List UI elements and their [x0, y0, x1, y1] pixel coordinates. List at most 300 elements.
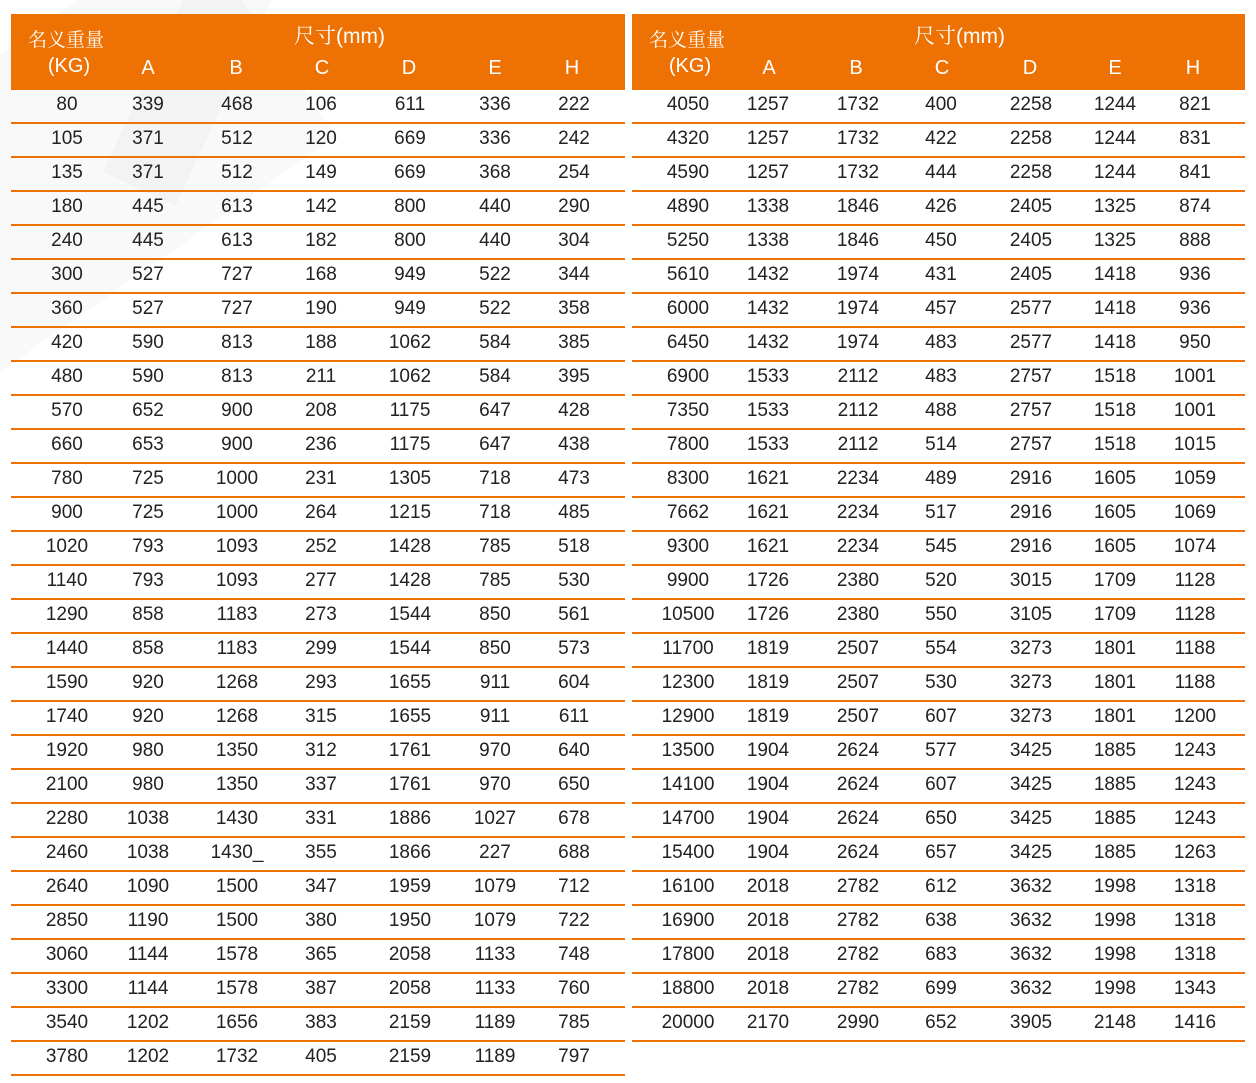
cell-d: 1428	[388, 570, 432, 591]
cell-weight: 480	[51, 366, 83, 387]
cell-c: 331	[305, 808, 337, 829]
cell-b: 613	[221, 230, 253, 251]
table-row	[632, 906, 1245, 940]
cell-c: 380	[305, 910, 337, 931]
cell-weight: 135	[51, 162, 83, 183]
cell-b: 2782	[836, 876, 880, 897]
cell-b: 2112	[837, 400, 879, 421]
table-row	[11, 634, 625, 668]
cell-c: 431	[925, 264, 957, 285]
cell-e: 1079	[473, 876, 517, 897]
cell-b: 1350	[215, 740, 259, 761]
cell-d: 2577	[1009, 298, 1053, 319]
cell-c: 264	[305, 502, 337, 523]
cell-e: 718	[479, 502, 511, 523]
cell-h: 304	[558, 230, 590, 251]
cell-c: 312	[305, 740, 337, 761]
table-row	[632, 838, 1245, 872]
cell-b: 613	[221, 196, 253, 217]
table-row	[11, 532, 625, 566]
cell-weight: 20000	[661, 1012, 715, 1033]
cell-h: 1188	[1174, 672, 1216, 693]
table-row	[11, 566, 625, 600]
cell-c: 188	[305, 332, 337, 353]
cell-weight: 420	[51, 332, 83, 353]
cell-weight: 5610	[666, 264, 710, 285]
cell-b: 1000	[215, 502, 259, 523]
cell-c: 554	[925, 638, 957, 659]
cell-c: 545	[925, 536, 957, 557]
cell-h: 1318	[1173, 910, 1217, 931]
cell-d: 1062	[388, 332, 432, 353]
cell-c: 457	[925, 298, 957, 319]
cell-c: 387	[305, 978, 337, 999]
cell-e: 970	[479, 740, 511, 761]
table-row	[632, 260, 1245, 294]
cell-b: 2624	[836, 740, 880, 761]
cell-a: 590	[132, 332, 164, 353]
cell-d: 2916	[1009, 502, 1053, 523]
table-row	[632, 294, 1245, 328]
cell-weight: 6900	[666, 366, 710, 387]
cell-a: 445	[132, 230, 164, 251]
cell-b: 2624	[836, 808, 880, 829]
cell-c: 488	[925, 400, 957, 421]
cell-weight: 4890	[666, 196, 710, 217]
table-body	[11, 90, 625, 1076]
cell-c: 383	[305, 1012, 337, 1033]
table-row	[632, 940, 1245, 974]
table-row	[632, 226, 1245, 260]
cell-h: 561	[558, 604, 590, 625]
cell-a: 1257	[746, 94, 790, 115]
cell-d: 2159	[388, 1012, 432, 1033]
cell-b: 1430	[215, 808, 259, 829]
cell-e: 970	[479, 774, 511, 795]
cell-weight: 7662	[666, 502, 710, 523]
cell-e: 368	[479, 162, 511, 183]
cell-e: 440	[479, 196, 511, 217]
cell-d: 1428	[388, 536, 432, 557]
cell-h: 950	[1179, 332, 1211, 353]
cell-e: 336	[479, 128, 511, 149]
cell-e: 1885	[1093, 774, 1137, 795]
cell-d: 1215	[388, 502, 432, 523]
cell-d: 800	[394, 230, 426, 251]
table-row	[11, 906, 625, 940]
cell-b: 1974	[836, 264, 880, 285]
cell-a: 527	[132, 298, 164, 319]
cell-d: 611	[394, 94, 426, 115]
table-row	[632, 464, 1245, 498]
cell-e: 522	[479, 264, 511, 285]
cell-a: 1533	[746, 400, 790, 421]
cell-c: 638	[925, 910, 957, 931]
cell-d: 1761	[388, 740, 432, 761]
cell-c: 514	[925, 434, 957, 455]
cell-e: 1518	[1093, 366, 1137, 387]
table-row	[632, 634, 1245, 668]
cell-weight: 2460	[45, 842, 89, 863]
cell-e: 227	[479, 842, 511, 863]
table-row	[11, 192, 625, 226]
cell-weight: 660	[51, 434, 83, 455]
cell-d: 2757	[1009, 434, 1053, 455]
column-header-h: H	[1185, 57, 1201, 79]
table-row	[632, 532, 1245, 566]
cell-h: 1243	[1173, 808, 1217, 829]
cell-d: 1866	[388, 842, 432, 863]
cell-d: 2916	[1009, 468, 1053, 489]
cell-b: 2380	[836, 570, 880, 591]
table-row	[11, 838, 625, 872]
cell-h: 1128	[1174, 570, 1216, 591]
cell-weight: 240	[51, 230, 83, 251]
cell-c: 450	[925, 230, 957, 251]
cell-d: 1062	[388, 366, 432, 387]
cell-b: 1656	[215, 1012, 259, 1033]
cell-h: 254	[558, 162, 590, 183]
cell-b: 1093	[215, 570, 259, 591]
table-row	[11, 328, 625, 362]
cell-h: 1318	[1173, 876, 1217, 897]
table-row	[632, 158, 1245, 192]
cell-weight: 105	[51, 128, 83, 149]
weight-header-label: 名义重量	[28, 30, 105, 51]
cell-a: 1533	[746, 434, 790, 455]
cell-h: 936	[1179, 264, 1211, 285]
cell-a: 1257	[746, 162, 790, 183]
cell-h: 1343	[1173, 978, 1217, 999]
cell-h: 712	[558, 876, 590, 897]
cell-h: 604	[558, 672, 590, 693]
cell-c: 483	[925, 332, 957, 353]
table-body	[632, 90, 1245, 1042]
cell-a: 1726	[746, 604, 790, 625]
cell-weight: 3780	[45, 1046, 89, 1067]
cell-d: 949	[394, 298, 426, 319]
table-row	[632, 124, 1245, 158]
cell-e: 1605	[1093, 502, 1137, 523]
cell-c: 550	[925, 604, 957, 625]
cell-c: 142	[305, 196, 337, 217]
cell-a: 2018	[746, 978, 790, 999]
size-header-label: 尺寸(mm)	[294, 25, 385, 48]
cell-d: 1544	[388, 638, 432, 659]
cell-weight: 300	[51, 264, 83, 285]
cell-h: 1243	[1173, 740, 1217, 761]
cell-c: 120	[305, 128, 337, 149]
table-row	[632, 600, 1245, 634]
cell-e: 647	[479, 434, 511, 455]
table-row	[632, 362, 1245, 396]
cell-weight: 1920	[45, 740, 89, 761]
cell-e: 1801	[1093, 706, 1137, 727]
cell-b: 1268	[215, 672, 259, 693]
cell-c: 168	[305, 264, 337, 285]
cell-b: 1732	[836, 162, 880, 183]
cell-e: 1605	[1093, 468, 1137, 489]
cell-c: 365	[305, 944, 337, 965]
cell-h: 1015	[1173, 434, 1217, 455]
left-spec-table	[11, 14, 625, 1076]
cell-a: 653	[132, 434, 164, 455]
cell-d: 2405	[1009, 264, 1053, 285]
cell-weight: 180	[51, 196, 83, 217]
cell-d: 949	[394, 264, 426, 285]
cell-h: 678	[558, 808, 590, 829]
cell-b: 900	[221, 434, 253, 455]
cell-d: 2577	[1009, 332, 1053, 353]
cell-a: 339	[132, 94, 164, 115]
cell-a: 725	[132, 502, 164, 523]
column-header-a: A	[762, 57, 776, 79]
cell-c: 182	[305, 230, 337, 251]
table-header	[11, 14, 625, 90]
cell-h: 1200	[1173, 706, 1217, 727]
cell-e: 1998	[1093, 910, 1137, 931]
cell-a: 1144	[127, 944, 169, 965]
cell-c: 405	[305, 1046, 337, 1067]
cell-h: 242	[558, 128, 590, 149]
cell-weight: 1590	[45, 672, 89, 693]
table-row	[11, 90, 625, 124]
cell-b: 2782	[836, 978, 880, 999]
table-row	[11, 158, 625, 192]
cell-e: 1133	[474, 944, 516, 965]
table-row	[11, 1042, 625, 1076]
cell-a: 920	[132, 672, 164, 693]
cell-b: 2507	[836, 638, 880, 659]
cell-b: 2380	[836, 604, 880, 625]
cell-c: 444	[925, 162, 957, 183]
cell-d: 1655	[388, 706, 432, 727]
cell-weight: 12900	[661, 706, 715, 727]
weight-header-label: 名义重量	[649, 30, 726, 51]
cell-a: 2018	[746, 910, 790, 931]
cell-a: 2018	[746, 944, 790, 965]
cell-h: 640	[558, 740, 590, 761]
cell-b: 2507	[836, 706, 880, 727]
cell-h: 936	[1179, 298, 1211, 319]
cell-c: 607	[925, 706, 957, 727]
cell-a: 527	[132, 264, 164, 285]
cell-h: 1318	[1173, 944, 1217, 965]
cell-a: 1257	[746, 128, 790, 149]
cell-d: 3632	[1009, 910, 1053, 931]
cell-weight: 1440	[45, 638, 89, 659]
cell-h: 358	[558, 298, 590, 319]
cell-b: 1732	[215, 1046, 259, 1067]
cell-c: 273	[305, 604, 337, 625]
table-row	[11, 1008, 625, 1042]
cell-d: 2258	[1009, 94, 1053, 115]
table-header	[632, 14, 1245, 90]
cell-a: 1090	[126, 876, 170, 897]
cell-d: 2405	[1009, 230, 1053, 251]
cell-h: 688	[558, 842, 590, 863]
cell-weight: 2850	[45, 910, 89, 931]
cell-b: 1846	[836, 230, 880, 251]
cell-e: 718	[479, 468, 511, 489]
cell-weight: 1290	[45, 604, 89, 625]
cell-d: 3105	[1009, 604, 1053, 625]
cell-b: 1732	[836, 94, 880, 115]
cell-e: 1998	[1093, 876, 1137, 897]
column-header-d: D	[1022, 57, 1038, 79]
table-row	[11, 226, 625, 260]
cell-weight: 6000	[666, 298, 710, 319]
cell-a: 1904	[746, 740, 790, 761]
cell-e: 1418	[1093, 298, 1137, 319]
column-header-e: E	[1108, 57, 1122, 79]
table-row	[11, 600, 625, 634]
column-header-c: C	[934, 57, 950, 79]
cell-a: 590	[132, 366, 164, 387]
column-header-a: A	[141, 57, 155, 79]
cell-weight: 14100	[661, 774, 715, 795]
cell-a: 1190	[127, 910, 169, 931]
cell-d: 800	[394, 196, 426, 217]
cell-a: 1038	[126, 808, 170, 829]
cell-h: 1416	[1173, 1012, 1217, 1033]
cell-b: 1500	[215, 910, 259, 931]
cell-h: 1069	[1173, 502, 1217, 523]
cell-a: 1338	[746, 230, 790, 251]
table-row	[11, 804, 625, 838]
cell-e: 1885	[1093, 740, 1137, 761]
cell-e: 1418	[1093, 332, 1137, 353]
cell-b: 1846	[836, 196, 880, 217]
cell-h: 785	[558, 1012, 590, 1033]
cell-weight: 11700	[662, 638, 714, 659]
cell-h: 530	[558, 570, 590, 591]
cell-h: 748	[558, 944, 590, 965]
cell-h: 1243	[1173, 774, 1217, 795]
cell-a: 920	[132, 706, 164, 727]
cell-b: 1000	[215, 468, 259, 489]
cell-b: 813	[221, 332, 253, 353]
cell-b: 1183	[216, 604, 258, 625]
table-row	[11, 668, 625, 702]
cell-b: 727	[221, 298, 253, 319]
cell-a: 1621	[746, 502, 790, 523]
cell-c: 483	[925, 366, 957, 387]
cell-c: 607	[925, 774, 957, 795]
cell-weight: 7350	[666, 400, 710, 421]
cell-b: 2990	[836, 1012, 880, 1033]
cell-e: 1189	[474, 1046, 516, 1067]
column-header-d: D	[401, 57, 417, 79]
cell-e: 1418	[1093, 264, 1137, 285]
cell-e: 1998	[1093, 978, 1137, 999]
cell-d: 1544	[388, 604, 432, 625]
cell-e: 785	[479, 536, 511, 557]
cell-weight: 8300	[666, 468, 710, 489]
cell-b: 2234	[836, 502, 880, 523]
column-header-b: B	[849, 57, 863, 79]
cell-d: 2405	[1009, 196, 1053, 217]
cell-d: 3425	[1009, 842, 1053, 863]
cell-d: 1950	[388, 910, 432, 931]
cell-a: 793	[132, 570, 164, 591]
cell-e: 1518	[1093, 434, 1137, 455]
cell-weight: 2640	[45, 876, 89, 897]
cell-weight: 17800	[661, 944, 715, 965]
cell-c: 293	[305, 672, 337, 693]
cell-d: 2757	[1009, 400, 1053, 421]
cell-e: 522	[479, 298, 511, 319]
table-row	[11, 294, 625, 328]
cell-weight: 12300	[661, 672, 715, 693]
cell-c: 612	[925, 876, 957, 897]
cell-h: 222	[558, 94, 590, 115]
cell-a: 1819	[746, 672, 790, 693]
cell-c: 149	[305, 162, 337, 183]
cell-b: 2112	[837, 434, 879, 455]
cell-weight: 2100	[45, 774, 89, 795]
cell-d: 1761	[388, 774, 432, 795]
cell-weight: 3060	[45, 944, 89, 965]
cell-c: 400	[925, 94, 957, 115]
cell-weight: 4050	[666, 94, 710, 115]
cell-e: 1244	[1093, 128, 1137, 149]
cell-e: 785	[479, 570, 511, 591]
cell-h: 797	[558, 1046, 590, 1067]
cell-c: 683	[925, 944, 957, 965]
cell-weight: 570	[51, 400, 83, 421]
cell-c: 426	[925, 196, 957, 217]
table-row	[632, 90, 1245, 124]
table-row	[11, 260, 625, 294]
cell-e: 440	[479, 230, 511, 251]
cell-e: 1709	[1093, 604, 1137, 625]
table-row	[11, 396, 625, 430]
cell-weight: 80	[56, 94, 78, 115]
cell-h: 611	[558, 706, 590, 727]
cell-h: 760	[558, 978, 590, 999]
cell-a: 1432	[746, 298, 790, 319]
cell-b: 468	[221, 94, 253, 115]
cell-d: 2757	[1009, 366, 1053, 387]
cell-e: 336	[479, 94, 511, 115]
cell-h: 888	[1179, 230, 1211, 251]
cell-h: 438	[558, 434, 590, 455]
cell-b: 727	[221, 264, 253, 285]
cell-a: 980	[132, 740, 164, 761]
cell-b: 1974	[836, 298, 880, 319]
cell-c: 520	[925, 570, 957, 591]
cell-h: 385	[558, 332, 590, 353]
cell-h: 485	[558, 502, 590, 523]
cell-b: 1183	[216, 638, 258, 659]
table-row	[11, 362, 625, 396]
cell-e: 2148	[1093, 1012, 1137, 1033]
cell-d: 3015	[1009, 570, 1053, 591]
cell-h: 395	[558, 366, 590, 387]
cell-a: 1202	[126, 1046, 170, 1067]
cell-c: 652	[925, 1012, 957, 1033]
cell-b: 1430_	[210, 842, 264, 863]
table-row	[632, 192, 1245, 226]
cell-c: 517	[925, 502, 957, 523]
cell-b: 2782	[836, 944, 880, 965]
cell-e: 584	[479, 366, 511, 387]
cell-d: 2159	[388, 1046, 432, 1067]
table-row	[11, 770, 625, 804]
cell-d: 2258	[1009, 162, 1053, 183]
table-row	[632, 702, 1245, 736]
